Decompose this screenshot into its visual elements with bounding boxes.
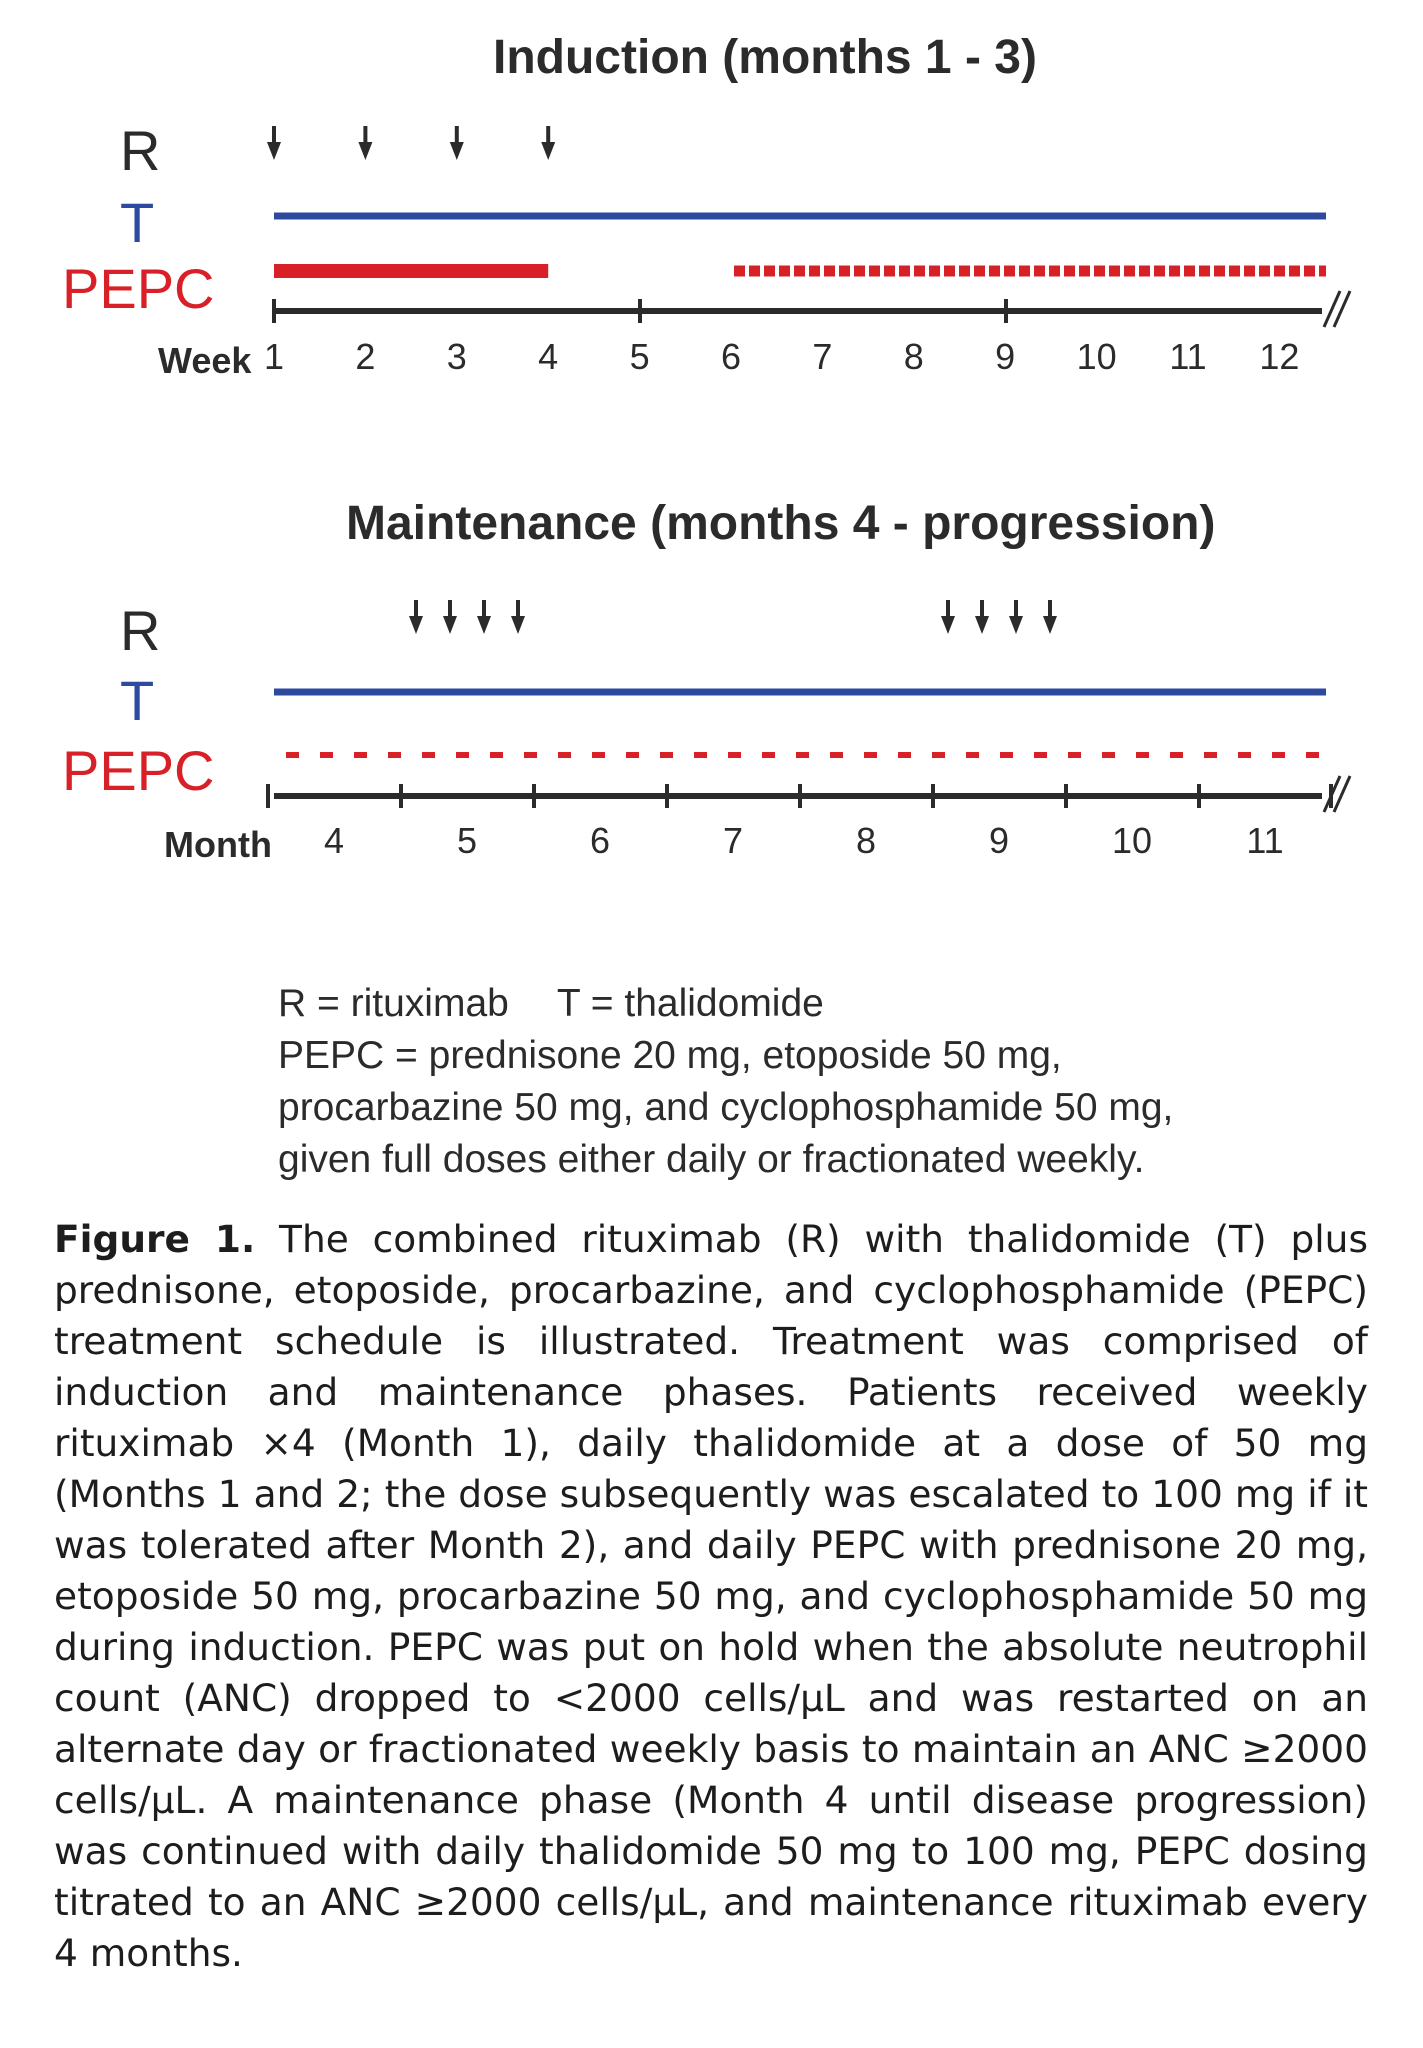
induction-week-tick-label: 7: [812, 336, 833, 377]
induction-week-tick-label: 9: [995, 336, 1016, 377]
maintenance-label-t: T: [120, 669, 155, 732]
maintenance-rituximab-doses: [409, 600, 1057, 634]
rituximab-dose-week-3-head: [450, 142, 464, 160]
maintenance-month-tick-label: 11: [1246, 820, 1284, 861]
induction-week-tick-label: 2: [355, 336, 376, 377]
rituximab-dose-group-1-3-head: [477, 616, 491, 634]
induction-week-tick-label: 12: [1259, 336, 1300, 377]
rituximab-dose-week-4-head: [541, 142, 555, 160]
caption-label: Figure 1.: [54, 1217, 256, 1261]
induction-week-tick-label: 1: [263, 336, 285, 377]
rituximab-dose-group-2-4-head: [1043, 616, 1057, 634]
induction-week-tick-label: 4: [538, 336, 559, 377]
induction-title: Induction (months 1 - 3): [493, 31, 1037, 84]
legend-r: R = rituximab: [278, 982, 509, 1025]
legend-t: T = thalidomide: [556, 982, 824, 1025]
maintenance-label-pepc: PEPC: [62, 739, 215, 802]
maintenance-month-tick-label: 7: [722, 820, 744, 861]
induction-week-tick-label: 6: [720, 336, 742, 377]
rituximab-dose-group-1-2-head: [443, 616, 457, 634]
induction-week-axis: [274, 291, 1350, 327]
rituximab-dose-group-2-3-head: [1009, 616, 1023, 634]
maintenance-month-tick-label: 4: [323, 820, 345, 861]
rituximab-dose-group-1-4-head: [511, 616, 525, 634]
figure-caption: [54, 1214, 1368, 1979]
induction-week-tick-label: 10: [1076, 336, 1117, 377]
legend-pepc-line-3: given full doses either daily or fractionated weekly.: [278, 1138, 1145, 1181]
maintenance-label-r: R: [120, 599, 161, 662]
induction-week-tick-label: 3: [446, 336, 467, 377]
caption-text: The combined rituximab (R) with thalidomide (T) plus prednisone, etoposide, procarbazine, and cyclophosphamide (PEPC) treatment schedule is illustrated. Treatment was comprised of induction and maintenance phases. Patients received weekly rituximab ×4 (Month 1), daily thalidomide at a dose of 50 mg (Months 1 and 2; the dose subsequently was escalated to 100 mg if it was tolerated after Month 2), and daily PEPC with prednisone 20 mg, etoposide 50 mg, procarbazine 50 mg, and cyclophosphamide 50 mg during induction. PEPC was put on hold when the absolute neutrophil count (ANC) dropped to <2000 cells/μL and was restarted on an alternate day or fractionated weekly basis to maintain an ANC ≥2000 cells/μL. A maintenance phase (Month 4 until disease progression) was continued with daily thalidomide 50 mg to 100 mg, PEPC dosing titrated to an ANC ≥2000 cells/μL, and maintenance rituximab every 4 months.: [54, 1217, 1368, 1975]
rituximab-dose-week-1-head: [267, 142, 281, 160]
maintenance-axis-label: Month: [164, 824, 272, 865]
maintenance-title: Maintenance (months 4 - progression): [346, 497, 1216, 550]
maintenance-month-axis: [268, 776, 1350, 812]
induction-label-r: R: [120, 119, 161, 182]
maintenance-month-tick-label: 6: [589, 820, 611, 861]
legend: [278, 978, 1173, 1186]
maintenance-month-tick-label: 9: [988, 820, 1010, 861]
induction-rituximab-doses: [267, 126, 555, 160]
maintenance-month-tick-label: 8: [855, 820, 877, 861]
schedule-diagram: [0, 0, 1423, 960]
maintenance-month-tick-label: 5: [456, 820, 478, 861]
rituximab-dose-week-2-head: [358, 142, 372, 160]
legend-pepc-line-1: PEPC = prednisone 20 mg, etoposide 50 mg,: [278, 1034, 1062, 1077]
legend-pepc-line-2: procarbazine 50 mg, and cyclophosphamide 50 mg,: [278, 1086, 1174, 1129]
rituximab-dose-group-2-2-head: [975, 616, 989, 634]
induction-week-tick-label: 11: [1169, 336, 1207, 377]
induction-label-t: T: [120, 191, 155, 254]
rituximab-dose-group-1-1-head: [409, 616, 423, 634]
induction-label-pepc: PEPC: [62, 257, 215, 320]
induction-axis-label: Week: [158, 340, 252, 381]
induction-week-tick-label: 8: [903, 336, 924, 377]
induction-week-tick-label: 5: [629, 336, 650, 377]
rituximab-dose-group-2-1-head: [941, 616, 955, 634]
maintenance-month-tick-label: 10: [1111, 820, 1153, 861]
